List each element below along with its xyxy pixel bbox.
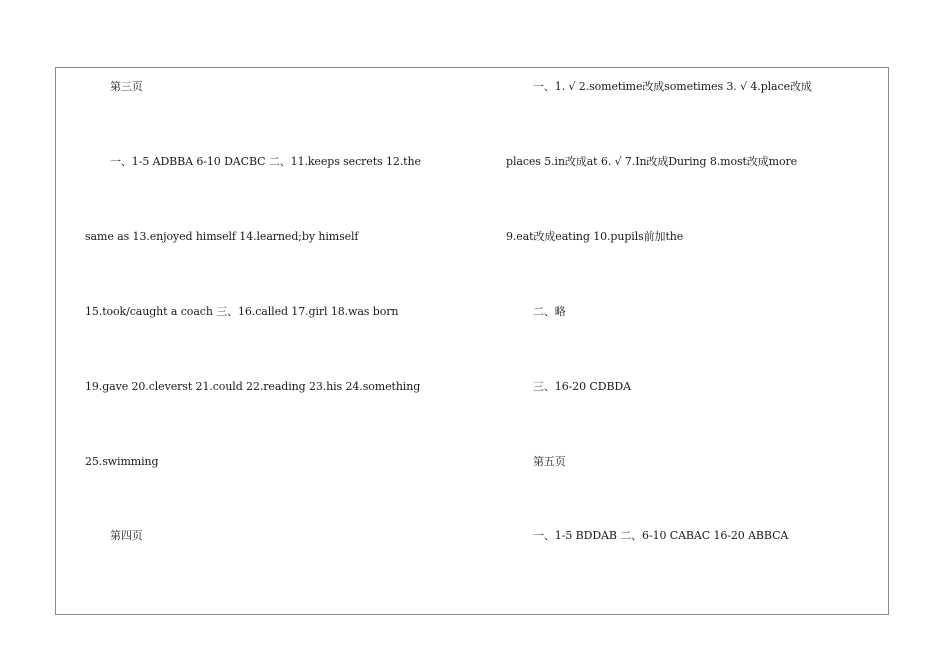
left-line-1: 第三页 (110, 80, 143, 93)
left-line-5: 19.gave 20.cleverst 21.could 22.reading 23.his 24.something (85, 380, 421, 393)
right-line-4: 二、略 (533, 305, 566, 318)
right-line-1: 一、1. √ 2.sometime改成sometimes 3. √ 4.place改成 (533, 80, 812, 93)
right-line-5: 三、16-20 CDBDA (533, 380, 631, 393)
right-line-2: places 5.in改成at 6. √ 7.In改成During 8.most改成more (506, 155, 798, 168)
right-line-7: 一、1-5 BDDAB 二、6-10 CABAC 16-20 ABBCA (533, 529, 789, 542)
left-line-4: 15.took/caught a coach 三、16.called 17.girl 18.was born (85, 305, 399, 318)
right-line-3: 9.eat改成eating 10.pupils前加the (506, 230, 684, 243)
right-line-6: 第五页 (533, 455, 566, 468)
left-line-6: 25.swimming (85, 455, 159, 468)
left-line-2: 一、1-5 ADBBA 6-10 DACBC 二、11.keeps secrets 12.the (110, 155, 421, 168)
left-line-3: same as 13.enjoyed himself 14.learned;by himself (85, 230, 359, 243)
left-line-7: 第四页 (110, 529, 143, 542)
